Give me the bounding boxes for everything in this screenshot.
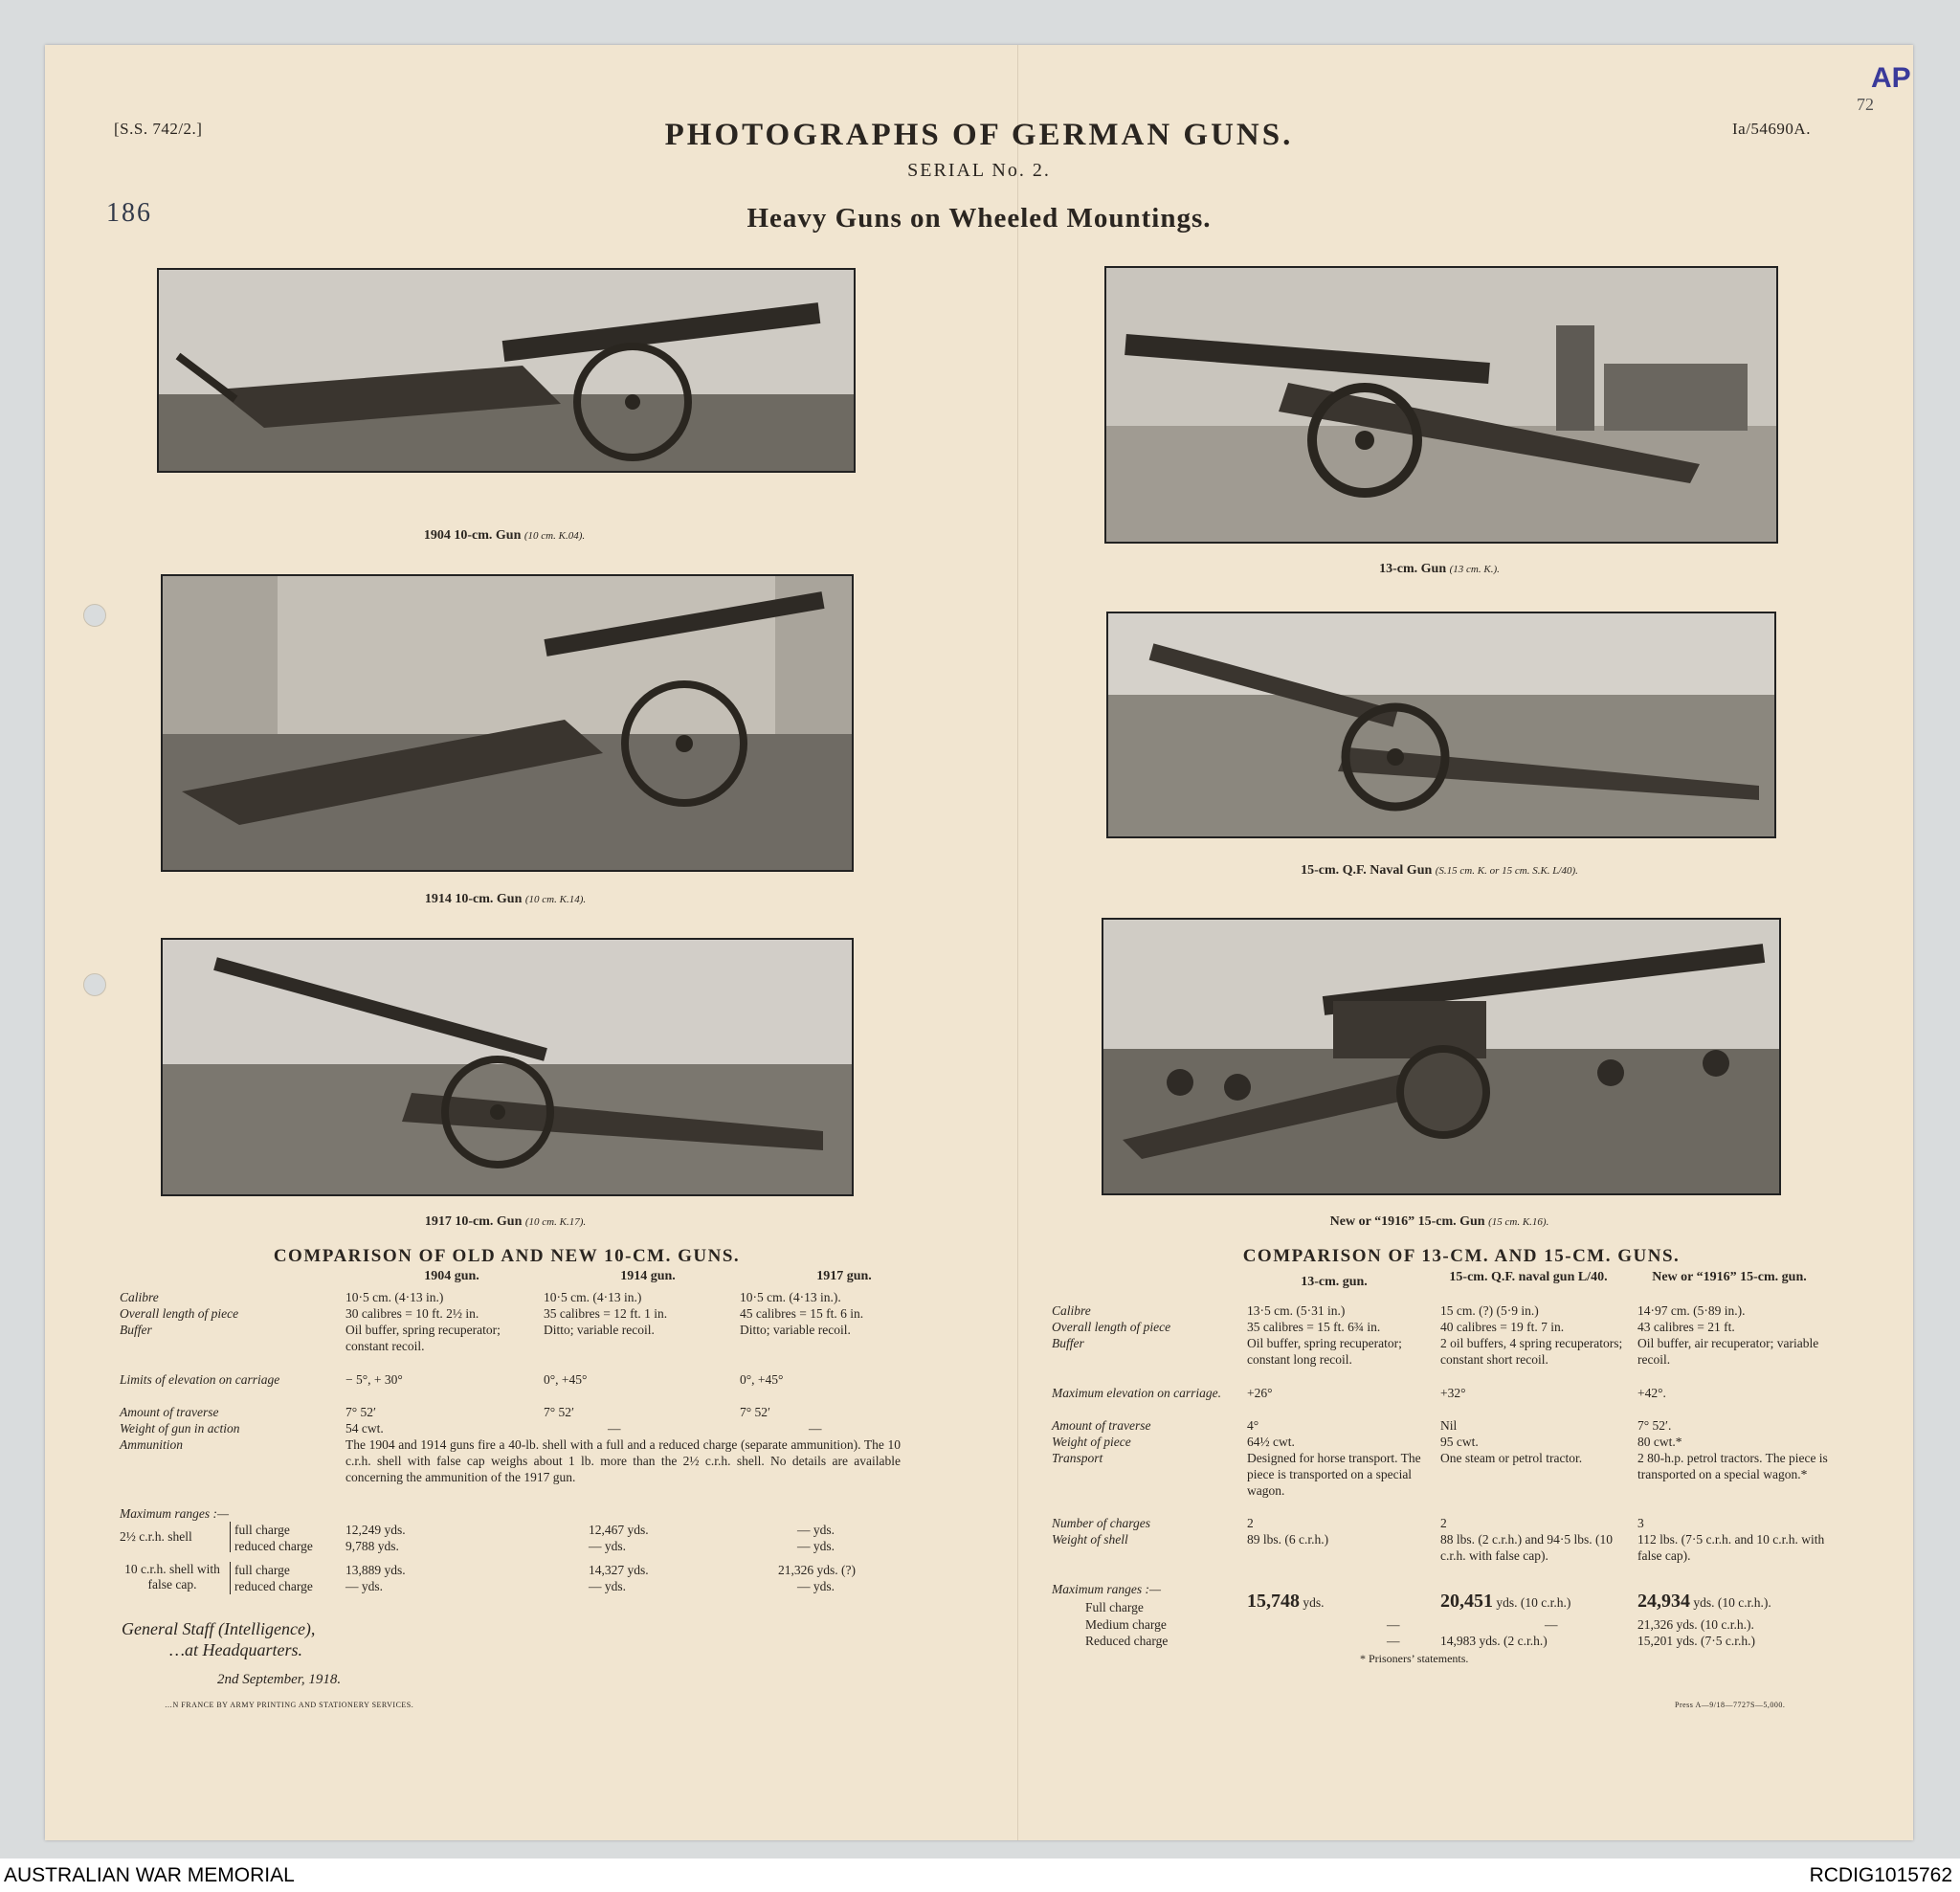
range-row: Medium charge — — 21,326 yds. (10 c.r.h.). xyxy=(1085,1617,1754,1632)
column-header: New or “1916” 15-cm. gun. xyxy=(1652,1270,1807,1284)
table-row: Ammunition The 1904 and 1914 guns fire a 40-lb. shell with a full and a reduced charge (separate ammunition). The 10 c.r.h. shell with false cap weighs about 1 lb. more than the 2½ c.r.h. shell. No details are available concerning the ammunition of the 1917 gun. xyxy=(120,1437,901,1484)
table-row: Number of charges 2 2 3 xyxy=(1052,1516,1644,1530)
table-row: Weight of gun in action 54 cwt. — — xyxy=(120,1421,822,1436)
table-row: Amount of traverse 7° 52′ 7° 52′ 7° 52′ xyxy=(120,1405,770,1419)
series-code: [S.S. 742/2.] xyxy=(114,120,203,138)
left-table-body xyxy=(120,1289,952,1600)
column-header: 13-cm. gun. xyxy=(1301,1275,1368,1289)
signature-date: 2nd September, 1918. xyxy=(217,1672,342,1687)
ranges-label: Maximum ranges :— xyxy=(120,1506,229,1521)
signature-line-1: General Staff (Intelligence), xyxy=(122,1619,316,1638)
ranges-label: Maximum ranges :— xyxy=(1052,1582,1161,1596)
table-row: Overall length of piece 35 calibres = 15 ft. 6¾ in. 40 calibres = 19 ft. 7 in. 43 calibres = 21 ft. xyxy=(1052,1320,1735,1334)
punch-hole xyxy=(83,604,106,627)
right-table-body xyxy=(1052,1302,1894,1649)
range-row: Reduced charge — 14,983 yds. (2 c.r.h.) 15,201 yds. (7·5 c.r.h.) xyxy=(1085,1634,1755,1648)
photo-caption: 1914 10-cm. Gun (10 cm. K.14). xyxy=(424,892,587,906)
photo-caption: 1904 10-cm. Gun (10 cm. K.04). xyxy=(423,528,586,543)
column-header: 1914 gun. xyxy=(620,1269,676,1283)
center-fold xyxy=(1017,45,1018,1840)
reference-code: Ia/54690A. xyxy=(1732,120,1811,138)
footnote: * Prisoners’ statements. xyxy=(1360,1652,1469,1665)
table-row: Limits of elevation on carriage − 5°, + 30° 0°, +45° 0°, +45° xyxy=(120,1372,784,1387)
archive-name: AUSTRALIAN WAR MEMORIAL xyxy=(4,1864,295,1886)
stamp-number: 72 xyxy=(1857,95,1874,114)
photo-13cm-gun xyxy=(1104,266,1778,544)
table-row: Calibre 10·5 cm. (4·13 in.) 10·5 cm. (4·13 in.) 10·5 cm. (4·13 in.). xyxy=(120,1290,841,1304)
table-row: Weight of piece 64½ cwt. 95 cwt. 80 cwt.* xyxy=(1052,1435,1682,1449)
table-row: Buffer Oil buffer, spring recuperator; constant recoil. Ditto; variable recoil. Ditto; variable recoil. xyxy=(120,1323,851,1353)
archive-footer xyxy=(0,1859,1960,1892)
archive-id: RCDIG1015762 xyxy=(1809,1864,1952,1886)
page-number: 186 xyxy=(106,198,152,228)
photo-caption: New or “1916” 15-cm. Gun (15 cm. K.16). xyxy=(1329,1214,1549,1229)
table-row: Buffer Oil buffer, spring recuperator; constant long recoil. 2 oil buffers, 4 spring recuperators; constant short recoil. Oil buffer, air recuperator; variable recoil. xyxy=(1052,1336,1819,1367)
page-subtitle: Heavy Guns on Wheeled Mountings. xyxy=(746,203,1212,234)
table-row: Calibre 13·5 cm. (5·31 in.) 15 cm. (?) (5·9 in.) 14·97 cm. (5·89 in.). xyxy=(1052,1303,1746,1318)
table-row: Transport Designed for horse transport. The piece is transported on a special wagon. One steam or petrol tractor. 2 80-h.p. petrol tractors. The piece is transported on a special wagon.* xyxy=(1052,1451,1828,1498)
photo-15cm-naval-gun xyxy=(1106,612,1776,838)
table-row: Amount of traverse 4° Nil 7° 52′. xyxy=(1052,1418,1672,1433)
column-header: 1904 gun. xyxy=(424,1269,479,1283)
column-header: 15-cm. Q.F. naval gun L/40. xyxy=(1449,1270,1608,1284)
photo-1914-gun xyxy=(161,574,854,872)
press-imprint: Press A—9/18—7727S—5,000. xyxy=(1675,1701,1786,1709)
document-sheet xyxy=(45,45,1913,1840)
photo-1916-15cm-gun xyxy=(1102,918,1781,1195)
printer-imprint: …N FRANCE BY ARMY PRINTING AND STATIONERY SERVICES. xyxy=(165,1701,414,1709)
photo-1917-gun xyxy=(161,938,854,1196)
serial-number: SERIAL No. 2. xyxy=(907,160,1051,181)
range-group: 10 c.r.h. shell with false cap. full charge 13,889 yds. 14,327 yds. 21,326 yds. (?) reduced charge — yds. — yds. — yds. xyxy=(124,1562,856,1593)
punch-hole xyxy=(83,973,106,996)
photo-caption: 1917 10-cm. Gun (10 cm. K.17). xyxy=(424,1214,587,1229)
left-table-title: COMPARISON OF OLD AND NEW 10-CM. GUNS. xyxy=(273,1246,741,1266)
photo-caption: 13-cm. Gun (13 cm. K.). xyxy=(1379,562,1500,576)
photo-caption: 15-cm. Q.F. Naval Gun (S.15 cm. K. or 15 cm. S.K. L/40). xyxy=(1301,863,1578,878)
page-title: PHOTOGRAPHS OF GERMAN GUNS. xyxy=(664,118,1294,152)
archive-stamp: AP xyxy=(1871,62,1911,94)
table-row: Weight of shell 89 lbs. (6 c.r.h.) 88 lbs. (2 c.r.h.) and 94·5 lbs. (10 c.r.h. with false cap). 112 lbs. (7·5 c.r.h. and 10 c.r.h. with false cap). xyxy=(1052,1532,1825,1563)
column-header: 1917 gun. xyxy=(816,1269,872,1283)
table-row: Maximum elevation on carriage. +26° +32° +42°. xyxy=(1052,1386,1666,1400)
table-row: Overall length of piece 30 calibres = 10 ft. 2½ in. 35 calibres = 12 ft. 1 in. 45 calibres = 15 ft. 6 in. xyxy=(120,1306,864,1321)
signature-line-2: …at Headquarters. xyxy=(169,1640,302,1659)
range-group: 2½ c.r.h. shell full charge 12,249 yds. 12,467 yds. — yds. reduced charge 9,788 yds. — yds. — yds. xyxy=(120,1523,835,1553)
photo-1904-gun xyxy=(157,268,856,473)
range-row: Full charge 15,748 yds. 20,451 yds. (10 c.r.h.) 24,934 yds. (10 c.r.h.). xyxy=(1085,1591,1771,1614)
right-table-title: COMPARISON OF 13-CM. AND 15-CM. GUNS. xyxy=(1242,1246,1681,1266)
